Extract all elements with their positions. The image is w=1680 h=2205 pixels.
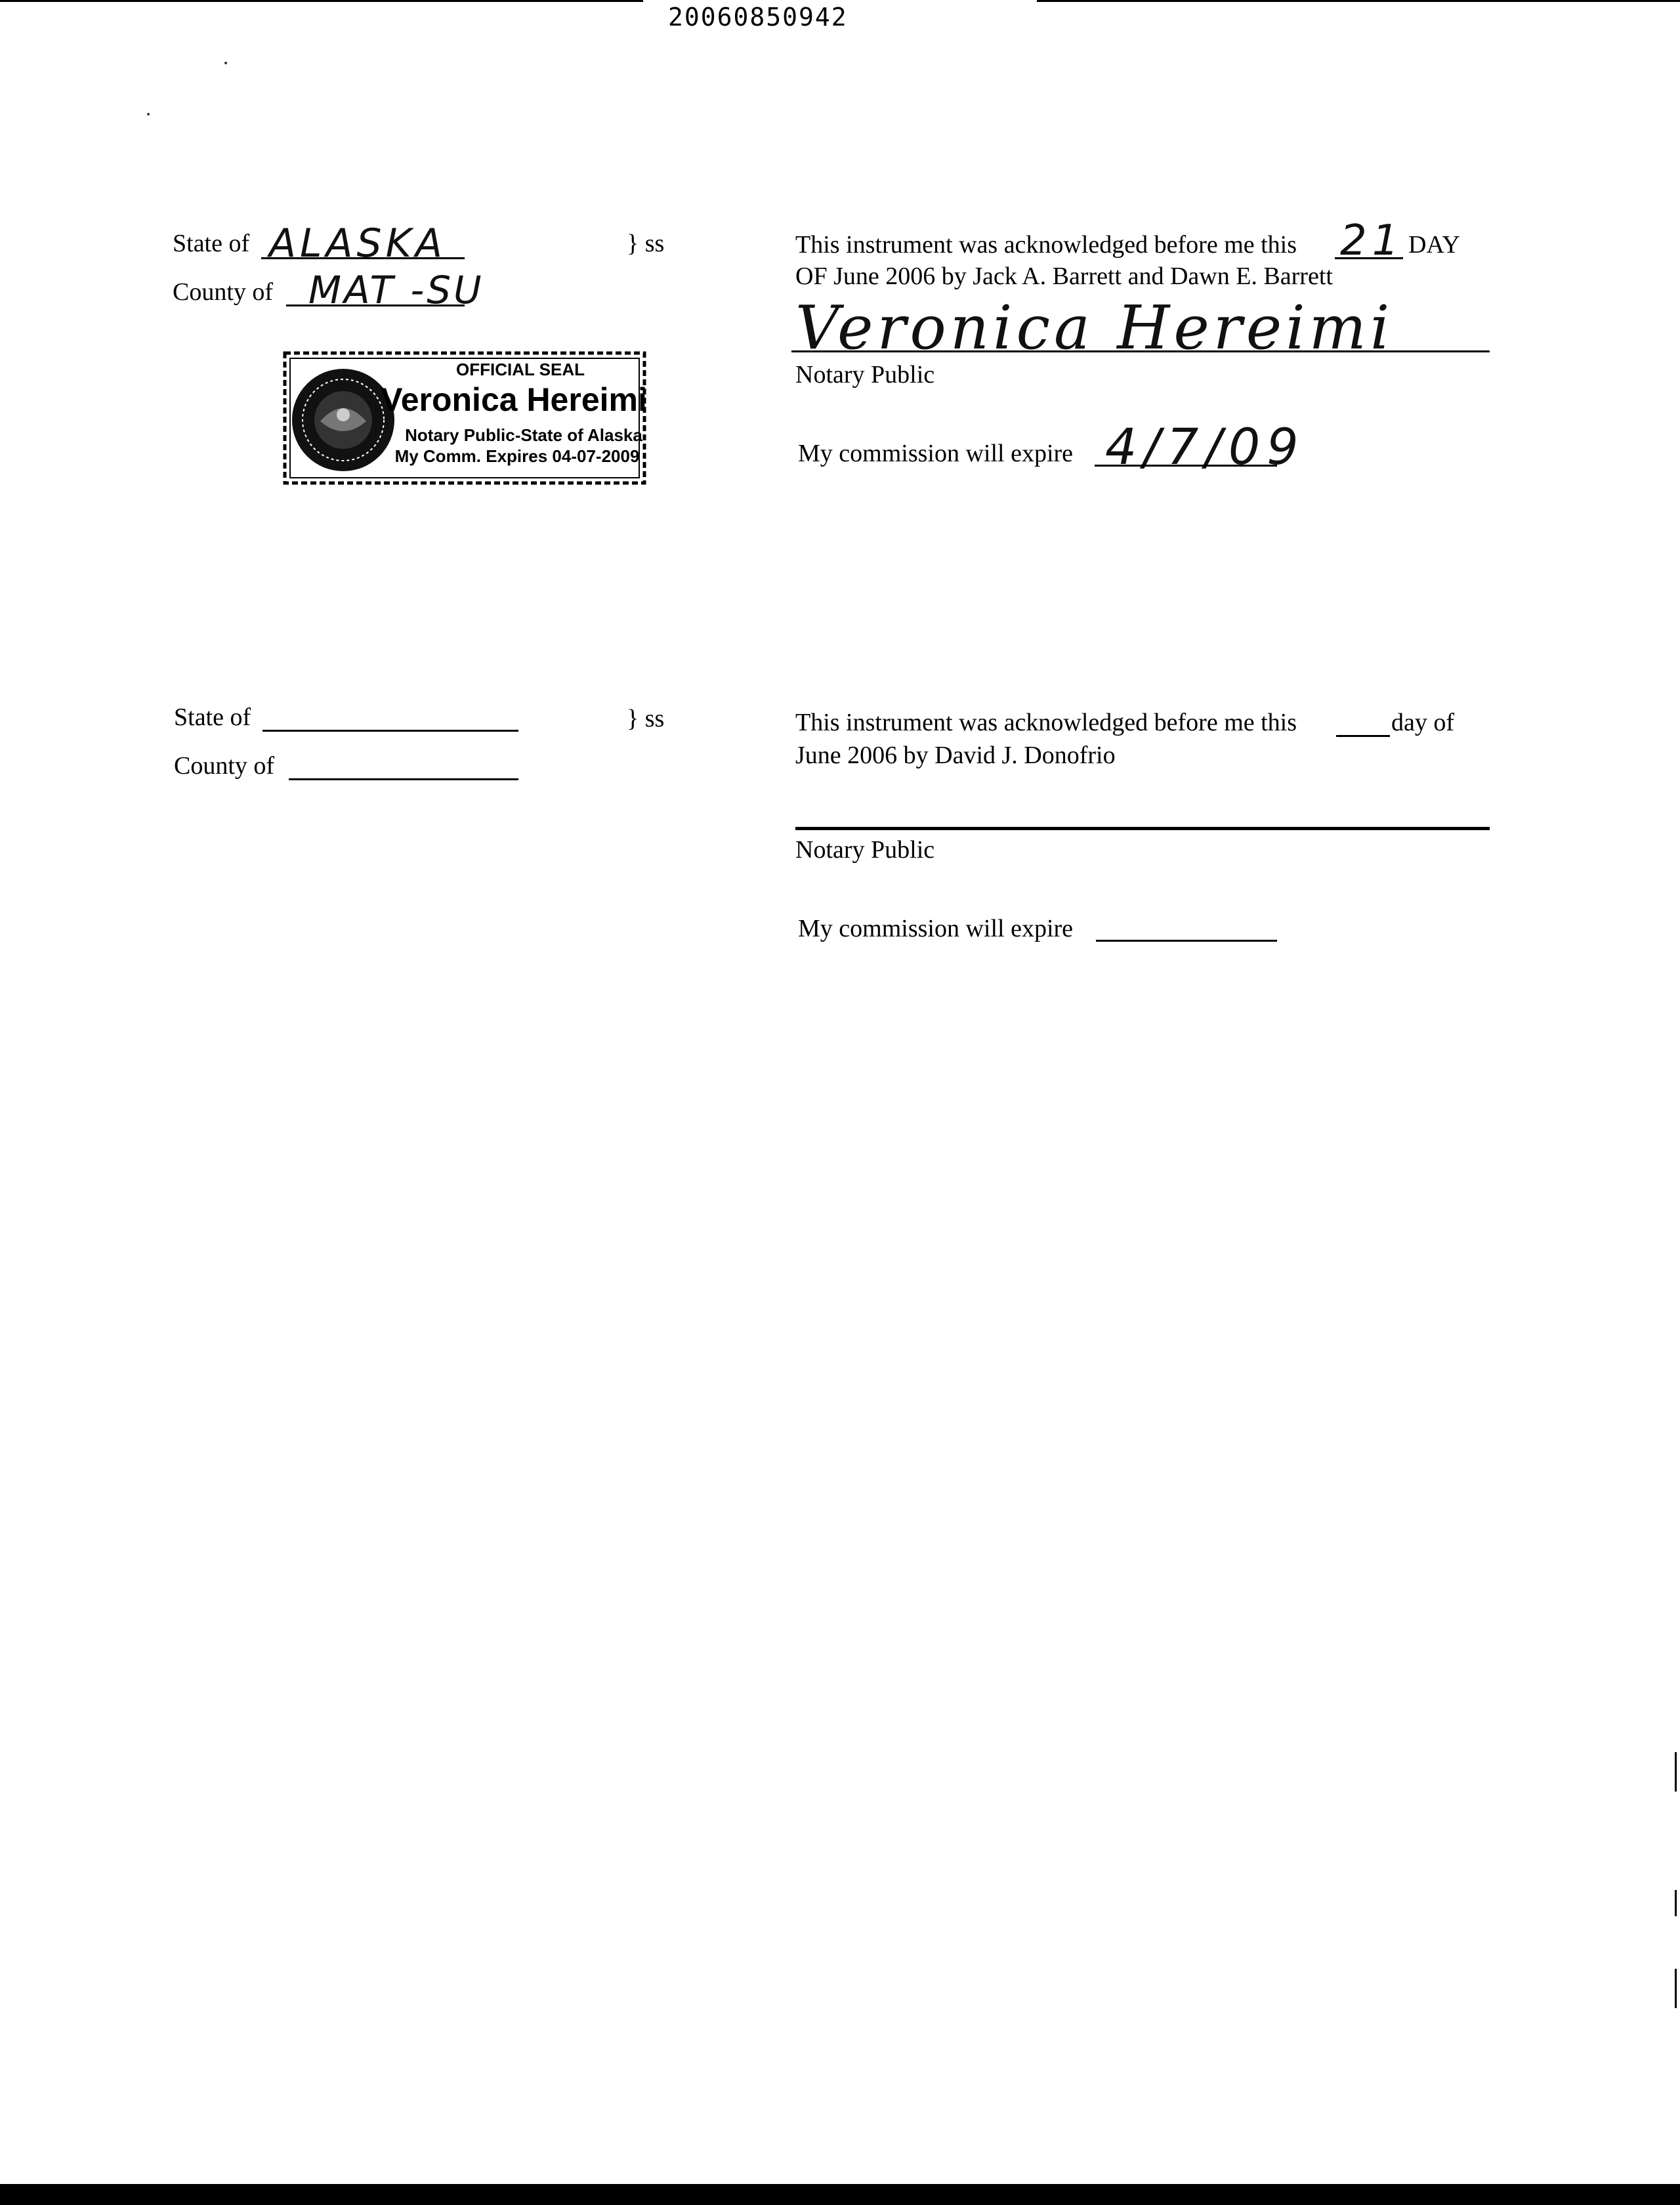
ack-text-before-day: This instrument was acknowledged before me this: [795, 231, 1297, 259]
day-blank-line: [1336, 735, 1390, 737]
ack-text-after-day: day of: [1391, 709, 1455, 736]
ss-label: } ss: [627, 230, 665, 257]
ack-line-2: June 2006 by David J. Donofrio: [795, 742, 1116, 769]
seal-line-2: My Comm. Expires 04-07-2009: [394, 446, 640, 466]
county-underline: [286, 304, 465, 306]
seal-name: Veronica Hereimi: [381, 381, 647, 418]
scan-edge-mark: [1675, 1890, 1677, 1916]
commission-underline: [1095, 465, 1277, 467]
state-label: State of: [173, 230, 250, 257]
notary-public-label: Notary Public: [795, 361, 935, 388]
signature-line: [795, 827, 1490, 830]
scan-edge-mark: [1675, 1752, 1677, 1792]
county-blank-line: [289, 778, 518, 780]
state-blank-line: [262, 730, 518, 732]
county-label: County of: [174, 752, 275, 780]
notary-official-seal: [281, 349, 648, 487]
ack-text-after-day: DAY: [1408, 231, 1460, 259]
document-number: 20060850942: [668, 3, 848, 32]
notary-public-label: Notary Public: [795, 836, 935, 864]
top-border-left: [0, 0, 643, 2]
scan-edge-mark: [1675, 1969, 1677, 2008]
commission-handwritten-value: 4/7/09: [1105, 417, 1305, 476]
commission-label: My commission will expire: [798, 440, 1074, 467]
scan-bottom-border: [0, 2184, 1680, 2205]
ack-text-before-day: This instrument was acknowledged before me this: [795, 709, 1297, 736]
ss-label: } ss: [627, 705, 665, 732]
seal-title: OFFICIAL SEAL: [456, 360, 585, 379]
scan-speck: [224, 62, 227, 64]
ack-line-2: OF June 2006 by Jack A. Barrett and Dawn E. Barrett: [795, 262, 1333, 290]
day-handwritten-value: 21: [1340, 217, 1404, 265]
top-border-right: [1037, 0, 1680, 2]
notary-signature: Veronica Hereimi: [795, 293, 1394, 363]
day-underline: [1335, 257, 1403, 259]
commission-blank-line: [1096, 940, 1277, 942]
seal-stamp-graphic: [281, 349, 648, 487]
state-handwritten-value: ALASKA: [269, 220, 446, 266]
county-label: County of: [173, 278, 274, 306]
commission-label: My commission will expire: [798, 915, 1074, 942]
signature-line: [791, 350, 1490, 352]
state-underline: [261, 257, 465, 259]
state-label: State of: [174, 704, 251, 731]
county-handwritten-value: MAT -SU: [308, 268, 484, 312]
scan-speck: [147, 113, 150, 116]
seal-line-1: Notary Public-State of Alaska: [405, 425, 642, 445]
